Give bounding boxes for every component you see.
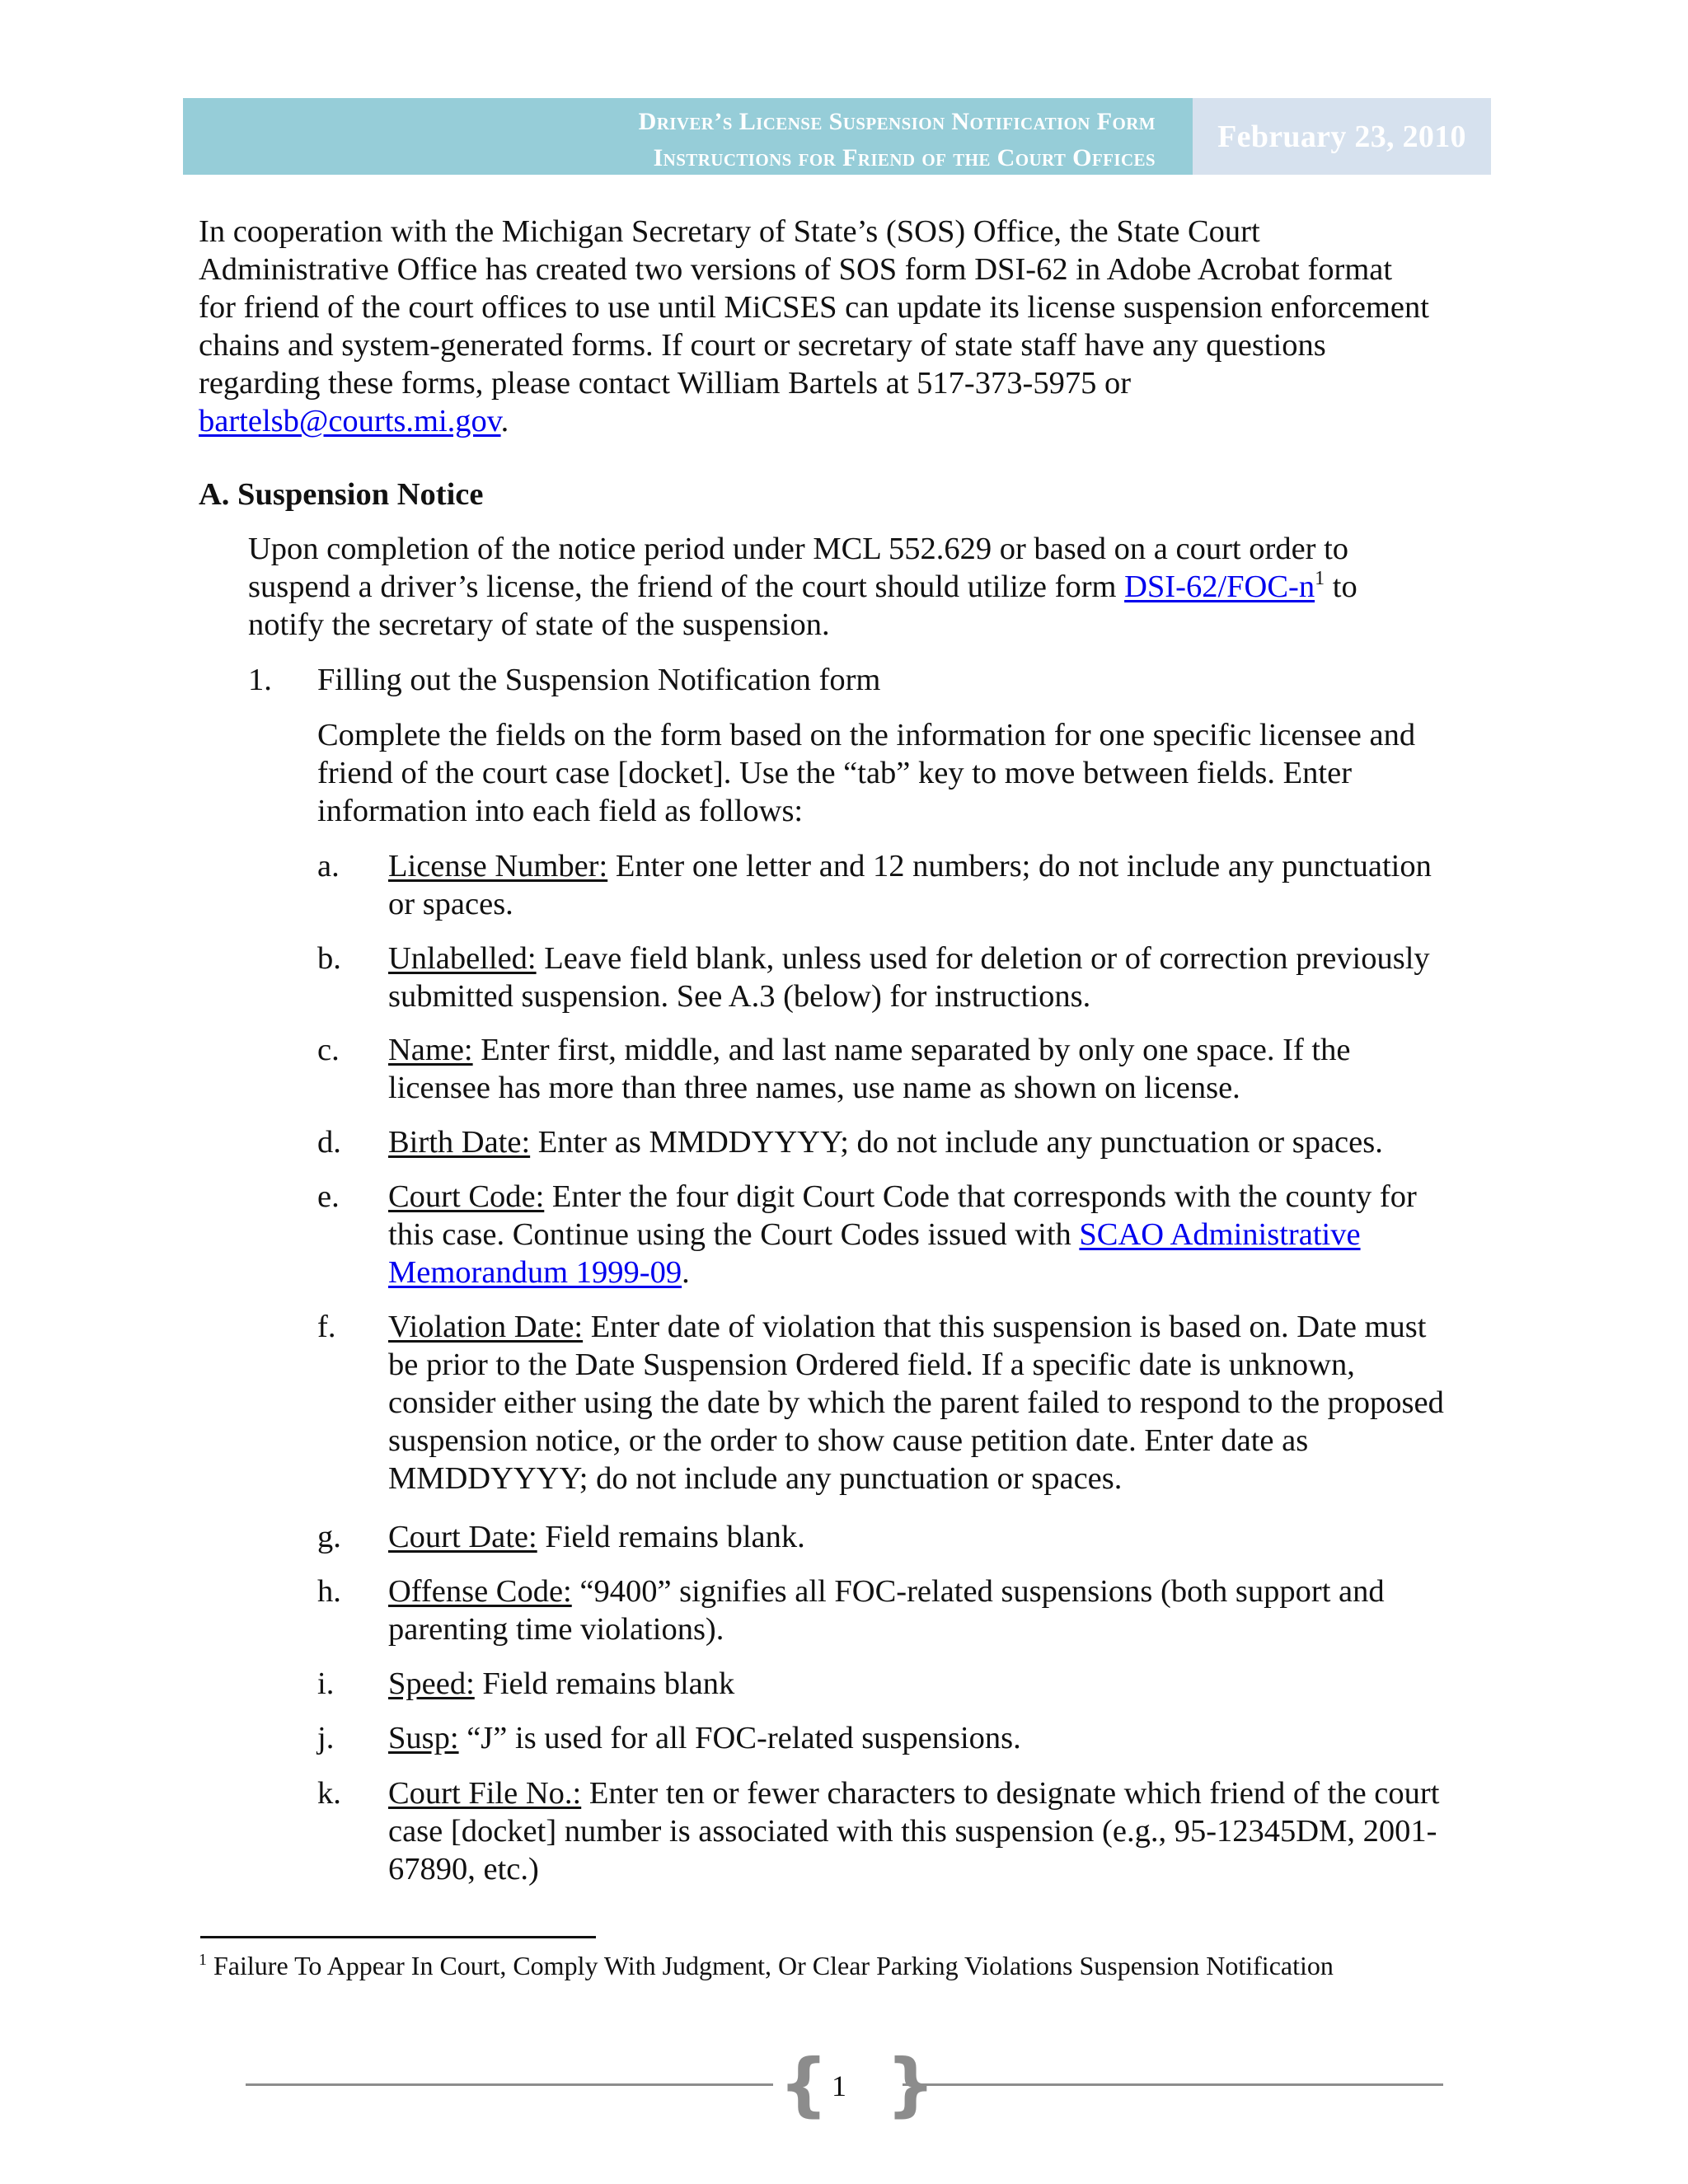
item-text: “9400” signifies all FOC-related suspensions (both support and <box>571 1574 1385 1609</box>
item-text: be prior to the Date Suspension Ordered field. If a specific date is unknown, <box>388 1347 1355 1382</box>
item-body <box>388 1518 805 1556</box>
scao-memo-link-cont[interactable]: Memorandum 1999-09 <box>388 1255 682 1290</box>
item-text: Enter ten or fewer characters to designate which friend of the court <box>581 1776 1440 1811</box>
item-text: Leave field blank, unless used for deletion or of correction previously <box>536 941 1430 976</box>
item-text: Field remains blank <box>474 1666 735 1701</box>
step-1-line-2: friend of the court case [docket]. Use the “tab” key to move between fields. Enter <box>317 756 1353 790</box>
section-a-heading: A. Suspension Notice <box>199 477 484 512</box>
item-label: License Number: <box>388 849 608 883</box>
item-text: Enter date of violation that this suspension is based on. Date must <box>583 1310 1427 1344</box>
item-text: consider either using the date by which the parent failed to respond to the proposed <box>388 1385 1444 1420</box>
step-1-line-1: Complete the fields on the form based on the information for one specific licensee and <box>317 718 1416 752</box>
item-text: Field remains blank. <box>537 1520 805 1554</box>
item-label: Court Code: <box>388 1179 545 1214</box>
item-label: Court File No.: <box>388 1776 582 1811</box>
header-title <box>183 98 1193 175</box>
section-a-line-2 <box>248 568 1357 606</box>
item-letter: i. <box>317 1666 335 1701</box>
item-letter: a. <box>317 849 340 883</box>
item-letter: k. <box>317 1776 341 1811</box>
footnote <box>199 1949 1334 1982</box>
item-text: parenting time violations). <box>388 1612 724 1647</box>
item-label: Violation Date: <box>388 1310 584 1344</box>
item-text: 67890, etc.) <box>388 1852 539 1886</box>
item-letter: c. <box>317 1033 340 1067</box>
footnote-number: 1 <box>199 1951 207 1969</box>
item-label: Name: <box>388 1033 473 1067</box>
item-body <box>388 1572 1385 1648</box>
item-label: Unlabelled: <box>388 941 537 976</box>
item-text: this case. Continue using the Court Codes issued with <box>388 1217 1080 1252</box>
left-brace-icon: { <box>779 2044 828 2125</box>
item-label: Susp: <box>388 1721 459 1755</box>
item-text: suspension notice, or the order to show cause petition date. Enter date as <box>388 1423 1309 1458</box>
step-1-number: 1. <box>248 663 272 697</box>
section-a-line-3: notify the secretary of state of the suspension. <box>248 607 830 642</box>
header-title-line2: Instructions for Friend of the Court Offices <box>653 144 1156 171</box>
intro-line-6 <box>199 402 509 440</box>
section-a-line-1: Upon completion of the notice period under MCL 552.629 or based on a court order to <box>248 532 1349 566</box>
item-text: or spaces. <box>388 887 513 921</box>
item-letter: j. <box>317 1721 335 1755</box>
intro-line-4: chains and system-generated forms. If court or secretary of state staff have any questions <box>199 328 1326 363</box>
step-1-title: Filling out the Suspension Notification form <box>317 663 881 697</box>
item-text: Enter first, middle, and last name separated by only one space. If the <box>472 1033 1351 1067</box>
item-text: “J” is used for all FOC-related suspensions. <box>458 1721 1021 1755</box>
dsi-62-form-link[interactable]: DSI-62/FOC-n <box>1124 569 1315 604</box>
item-body <box>388 1031 1350 1107</box>
item-body <box>388 1719 1021 1757</box>
page-number: 1 <box>832 2069 846 2102</box>
right-brace-icon: } <box>886 2044 935 2125</box>
item-letter: h. <box>317 1574 341 1609</box>
item-text: Enter one letter and 12 numbers; do not include any punctuation <box>607 849 1432 883</box>
item-body <box>388 1774 1439 1888</box>
item-text: submitted suspension. See A.3 (below) for instructions. <box>388 979 1091 1014</box>
email-link[interactable]: bartelsb@courts.mi.gov <box>199 404 501 438</box>
item-label: Speed: <box>388 1666 475 1701</box>
header-title-line1: Driver’s License Suspension Notification Form <box>638 108 1156 135</box>
item-text: MMDDYYYY; do not include any punctuation or spaces. <box>388 1461 1123 1496</box>
footnote-ref: 1 <box>1315 568 1325 589</box>
item-letter: e. <box>317 1179 340 1214</box>
scao-memo-link[interactable]: SCAO Administrative <box>1079 1217 1361 1252</box>
item-body <box>388 1123 1383 1161</box>
footnote-separator <box>200 1936 596 1938</box>
item-text: Enter as MMDDYYYY; do not include any punctuation or spaces. <box>530 1125 1383 1160</box>
item-text: . <box>682 1255 690 1290</box>
item-text: licensee has more than three names, use name as shown on license. <box>388 1071 1240 1105</box>
item-letter: g. <box>317 1520 341 1554</box>
header-date: February 23, 2010 <box>1193 98 1491 175</box>
intro-line-3: for friend of the court offices to use until MiCSES can update its license suspension enforcement <box>199 290 1429 325</box>
item-body <box>388 1308 1444 1497</box>
intro-line-5: regarding these forms, please contact William Bartels at 517-373-5975 or <box>199 366 1132 401</box>
section-a-line-2-end: to <box>1325 569 1357 604</box>
item-label: Birth Date: <box>388 1125 531 1160</box>
footer-rule-right <box>903 2083 1443 2086</box>
intro-period: . <box>500 404 509 438</box>
item-body <box>388 940 1430 1015</box>
item-text: Enter the four digit Court Code that corresponds with the county for <box>544 1179 1417 1214</box>
item-body <box>388 1178 1417 1291</box>
section-a-line-2-text: suspend a driver’s license, the friend of the court should utilize form <box>248 569 1125 604</box>
item-text: case [docket] number is associated with this suspension (e.g., 95-12345DM, 2001- <box>388 1814 1437 1849</box>
item-body <box>388 847 1432 923</box>
item-label: Court Date: <box>388 1520 537 1554</box>
step-1-line-3: information into each field as follows: <box>317 794 804 828</box>
intro-line-1: In cooperation with the Michigan Secretary of State’s (SOS) Office, the State Court <box>199 214 1260 249</box>
footer-rule-left <box>246 2083 773 2086</box>
item-label: Offense Code: <box>388 1574 572 1609</box>
item-letter: b. <box>317 941 341 976</box>
item-body <box>388 1665 734 1703</box>
intro-line-2: Administrative Office has created two versions of SOS form DSI-62 in Adobe Acrobat format <box>199 252 1393 287</box>
item-letter: f. <box>317 1310 336 1344</box>
item-letter: d. <box>317 1125 341 1160</box>
footnote-text: Failure To Appear In Court, Comply With Judgment, Or Clear Parking Violations Suspension Notification <box>207 1951 1334 1980</box>
